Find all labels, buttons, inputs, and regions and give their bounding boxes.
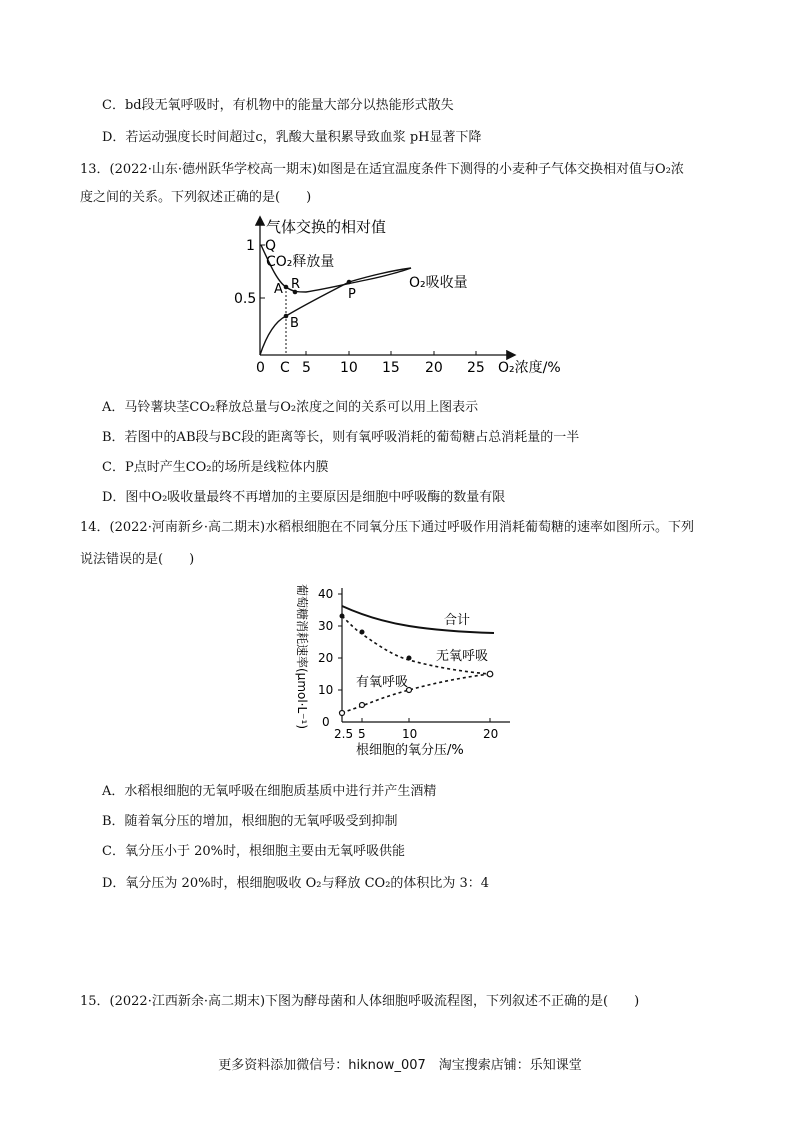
q13-point-q-label: Q xyxy=(265,238,277,254)
q14-chart xyxy=(284,578,524,758)
q14-ylabel: 葡萄糖消耗速率(μmol·L⁻¹) xyxy=(295,584,309,730)
q13-stem-line2: 度之间的关系。下列叙述正确的是( ) xyxy=(80,190,312,205)
prev-option-d: D．若运动强度长时间超过c，乳酸大量积累导致血浆 pH显著下降 xyxy=(102,130,482,145)
q13-point-b xyxy=(284,314,289,319)
prev-option-c: C．bd段无氧呼吸时，有机物中的能量大部分以热能形式散失 xyxy=(102,98,454,113)
q14-anaerobic-point-10 xyxy=(407,656,412,661)
q14-aerobic-label: 有氧呼吸 xyxy=(356,675,409,690)
q14-x-tick-20: 20 xyxy=(483,727,499,741)
q13-point-p-label: P xyxy=(348,287,356,302)
q14-option-b: B．随着氧分压的增加，根细胞的无氧呼吸受到抑制 xyxy=(102,814,398,829)
q13-stem-line1: 13．(2022·山东·德州跃华学校高一期末)如图是在适宜温度条件下测得的小麦种子气体交换相对值与O₂浓 xyxy=(80,162,684,177)
q13-point-a-label: A xyxy=(274,282,283,297)
q13-x-tick-10: 10 xyxy=(340,360,358,376)
q14-anaerobic-label: 无氧呼吸 xyxy=(436,649,489,664)
q13-point-c-label: C xyxy=(280,360,290,376)
q14-total-curve xyxy=(342,606,494,633)
q14-aerobic-point-2-5 xyxy=(340,711,345,716)
q14-option-c: C．氧分压小于 20%时，根细胞主要由无氧呼吸供能 xyxy=(102,844,405,859)
q14-xlabel: 根细胞的氧分压/% xyxy=(356,743,464,758)
q13-x-tick-0: 0 xyxy=(256,360,265,376)
q15-stem: 15．(2022·江西新余·高二期末)下图为酵母菌和人体细胞呼吸流程图，下列叙述不正确的是( ) xyxy=(80,994,640,1009)
q13-xlabel: O₂浓度/% xyxy=(498,360,561,376)
q14-y-tick-10: 10 xyxy=(318,683,334,697)
q14-x-tick-10: 10 xyxy=(402,727,418,741)
q13-point-p xyxy=(347,280,352,285)
q14-y-tick-0: 0 xyxy=(322,715,330,729)
q13-option-d: D．图中O₂吸收量最终不再增加的主要原因是细胞中呼吸酶的数量有限 xyxy=(102,490,506,505)
q13-co2-label: CO₂释放量 xyxy=(266,254,335,270)
q14-stem-line2: 说法错误的是( ) xyxy=(80,552,195,567)
q14-anaerobic-point-5 xyxy=(360,630,365,635)
q13-x-tick-20: 20 xyxy=(425,360,443,376)
q14-option-a: A．水稻根细胞的无氧呼吸在细胞质基质中进行并产生酒精 xyxy=(102,784,437,799)
q14-anaerobic-point-2-5 xyxy=(340,614,345,619)
footer-text: 更多资料添加微信号：hiknow_007 淘宝搜索店铺：乐知课堂 xyxy=(218,1058,582,1073)
q14-shared-point-20 xyxy=(487,671,493,677)
q13-point-b-label: B xyxy=(290,316,299,331)
q14-x-tick-5: 5 xyxy=(358,727,366,741)
q14-option-d: D．氧分压为 20%时，根细胞吸收 O₂与释放 CO₂的体积比为 3：4 xyxy=(102,876,490,891)
q13-point-r-label: R xyxy=(291,277,301,292)
q13-option-b: B．若图中的AB段与BC段的距离等长，则有氧呼吸消耗的葡萄糖占总消耗量的一半 xyxy=(102,430,580,445)
q14-y-tick-20: 20 xyxy=(318,651,334,665)
q13-option-c: C．P点时产生CO₂的场所是线粒体内膜 xyxy=(102,460,329,475)
q13-point-a xyxy=(284,285,289,290)
q14-total-label: 合计 xyxy=(444,613,471,628)
q13-x-tick-15: 15 xyxy=(382,360,400,376)
q13-option-a: A．马铃薯块茎CO₂释放总量与O₂浓度之间的关系可以用上图表示 xyxy=(102,400,479,415)
q14-y-tick-30: 30 xyxy=(318,619,334,633)
q13-y-tick-05: 0.5 xyxy=(234,291,257,307)
q14-y-tick-40: 40 xyxy=(318,587,334,601)
q13-o2-label: O₂吸收量 xyxy=(409,275,468,291)
q13-x-tick-5: 5 xyxy=(302,360,311,376)
q13-chart xyxy=(236,212,586,382)
q13-y-tick-1: 1 xyxy=(246,238,255,254)
q14-stem-line1: 14．(2022·河南新乡·高二期末)水稻根细胞在不同氧分压下通过呼吸作用消耗葡萄糖的速率如图所示。下列 xyxy=(80,520,695,535)
q14-x-tick-2-5: 2.5 xyxy=(334,727,354,741)
q14-aerobic-point-5 xyxy=(360,703,365,708)
q13-ylabel: 气体交换的相对值 xyxy=(266,218,387,236)
q13-x-tick-25: 25 xyxy=(467,360,485,376)
